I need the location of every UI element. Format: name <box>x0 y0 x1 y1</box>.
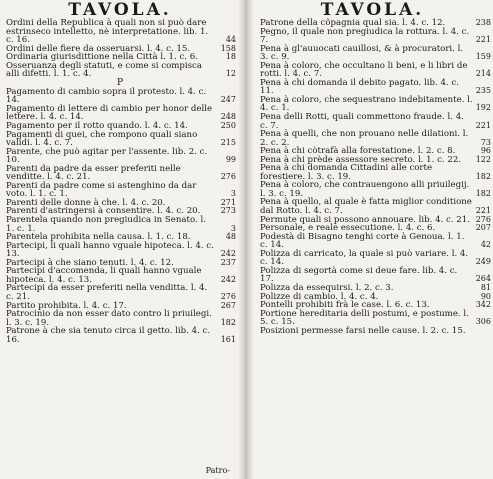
page-number: 42 <box>480 240 491 250</box>
index-entry <box>252 79 493 96</box>
index-entries <box>252 19 493 335</box>
page-number: 3 <box>230 223 236 233</box>
index-entry <box>0 165 240 182</box>
right-page <box>252 0 493 479</box>
page-number: 247 <box>220 95 236 105</box>
page-number: 235 <box>475 86 491 96</box>
page-number: 248 <box>220 112 236 122</box>
index-entry <box>252 267 493 284</box>
entry-text: Parenti da padre da esser preferiti nelle venditte. l. 4. c. 21. <box>6 163 181 183</box>
index-entry <box>0 19 240 45</box>
page-number: 221 <box>475 35 491 45</box>
index-entry <box>0 148 240 165</box>
page-number: 221 <box>475 120 491 130</box>
page-number: 237 <box>220 257 236 267</box>
page-number: 182 <box>475 171 491 181</box>
entry-text: Polizza di carricato, la quale si può variare. l. 4. c. 14. <box>260 248 469 268</box>
entry-text: Polizze di cambio. l. 4. c. 4. <box>260 291 379 302</box>
index-entry <box>252 327 493 336</box>
page-number: 342 <box>475 300 491 310</box>
entry-text: Posizioni permesse farsi nelle cause. l. 2. c. 15. <box>260 325 466 336</box>
entry-text: Pena à coloro, che sequestrano indebitamente. l. 4. c. 1. <box>260 94 473 114</box>
index-entry <box>252 130 493 147</box>
index-entry <box>0 62 240 79</box>
entry-text: Pena à quelli, che non prouano nelle dilationi. l. 2. c. 2. <box>260 129 469 148</box>
index-entry <box>0 284 240 301</box>
index-entry <box>0 216 240 233</box>
entry-text: Pena à chi domanda il debito pagato. lib. 4. c. 11. <box>260 77 459 97</box>
page-number: 276 <box>220 291 236 301</box>
page-number: 192 <box>475 103 491 113</box>
entry-text: Pena à coloro, che contrauengono alli priuilegij. l. 3. c. 19. <box>260 180 470 199</box>
page-number: 221 <box>475 206 491 216</box>
entry-text: Pena à quello, al quale è fatta miglior conditione dal Rotto. l. 4. c. 7. <box>260 197 472 217</box>
page-number: 250 <box>220 121 236 131</box>
index-entry <box>252 45 493 62</box>
page-number: 99 <box>225 155 236 165</box>
index-entry <box>252 96 493 113</box>
page-number: 276 <box>220 172 236 182</box>
catchword: Patro- <box>205 466 230 476</box>
index-entry <box>0 182 240 199</box>
entry-text: Pena à coloro, che occultano li beni, e li libri de rotti. l. 4. c. 7. <box>260 60 468 80</box>
entry-text: Parente, che può agitar per l'assente. lib. 2. c. 10. <box>6 146 208 166</box>
page-number: 249 <box>475 257 491 267</box>
entry-text: Pena delli Rotti, quali commettono fraude. l. 4. c. 7. <box>260 112 464 131</box>
page-number: 73 <box>480 137 491 147</box>
index-entry <box>252 250 493 267</box>
entry-text: Pagamenti di quei, che rompono quali siano validi. l. 4. c. 7. <box>6 129 198 149</box>
page-number: 238 <box>475 18 491 27</box>
entry-text: Pena à chi domanda Cittadini alle corte forestiere. l. 3. c. 19. <box>260 163 433 182</box>
entry-text: Patrone della cõpagnia qual sia. l. 4. c. 12. <box>260 18 446 28</box>
page-number: 242 <box>220 249 236 259</box>
entry-text: Polizza di segortà come si deue fare. lib. 4. c. 17. <box>260 265 458 285</box>
index-entry <box>0 310 240 327</box>
index-entry <box>252 28 493 45</box>
entry-text: Pena à chi còtrafà alla forestatione. l. 2. c. 8. <box>260 146 456 157</box>
page-number: 271 <box>220 197 236 207</box>
entry-text: Podestà di Bisagno tenghi corte à Genoua. l. 1. c. 14. <box>260 231 465 251</box>
entry-text: Patrone à che sia tenuto circa il getto. lib. 4. c. 16. <box>6 326 211 345</box>
page-number: 242 <box>220 274 236 284</box>
entry-text: Partecipi d'accomenda, li quali hanno vguale hipoteca. l. 4. c. 13. <box>6 266 202 285</box>
entry-text: Partecipi à che siano tenuti. l. 4. c. 12. <box>6 257 174 268</box>
entry-text: Portione hereditaria delli postumi, e postume. l. 5. c. 15. <box>260 308 469 328</box>
section-letter: P <box>116 77 124 88</box>
index-entries-p <box>0 88 240 344</box>
index-entry <box>252 310 493 327</box>
entry-text: Partecipi, li quali hanno vguale hipoteca. l. 4. c. 13. <box>6 240 214 260</box>
page-number: 122 <box>475 154 491 164</box>
index-entry <box>0 267 240 284</box>
page-number: 44 <box>225 35 236 45</box>
entry-text: Ordini della Republica à quali non si può dare estrinseco intelletto, nè interpretatione. lib. 1. c. 16. <box>6 18 209 46</box>
entry-text: Pagamento di lettere di cambio per honor delle lettere. l. 4. c. 14. <box>6 103 213 123</box>
entry-text: Parenti d'astringersi à consentire. l. 4. c. 20. <box>6 206 201 217</box>
page-number: 215 <box>220 138 236 148</box>
page-number: 182 <box>220 317 236 327</box>
page-number: 161 <box>220 334 236 344</box>
entry-text: Personale, e reale essecutione. l. 4. c. 6. <box>260 223 436 234</box>
page-title: TAVOLA. <box>320 0 425 20</box>
page-number: 12 <box>225 69 236 79</box>
page-number: 276 <box>475 214 491 224</box>
page-number: 48 <box>225 232 236 242</box>
page-number: 3 <box>230 189 236 199</box>
entry-text: Pagamento per il rotto quando. l. 4. c. 14. <box>6 121 188 132</box>
entry-text: Pena à gl'auuocati cauillosi, & à procuratori. l. 3. c. 9. <box>260 43 464 63</box>
page-number: 81 <box>480 282 491 292</box>
page-number: 158 <box>220 43 236 53</box>
page-number: 182 <box>475 188 491 198</box>
page-number: 267 <box>220 300 236 310</box>
page-number: 306 <box>475 317 491 327</box>
entry-text: Partecipi da esser preferiti nella venditta. l. 4. c. 21. <box>6 283 208 302</box>
page-number: 96 <box>480 146 491 156</box>
page-number: 18 <box>225 52 236 62</box>
page-number: 90 <box>480 291 491 301</box>
page-number: 159 <box>475 52 491 62</box>
entry-text: Partito prohibita. l. 4. c. 17. <box>6 300 127 311</box>
entry-text: Parentela quando non pregiudica in Senato. l. 1. c. 1. <box>6 215 206 234</box>
entry-text: Parenti delle donne à che. l. 4. c. 20. <box>6 197 166 208</box>
page-number: 264 <box>475 274 491 284</box>
entry-text: Permute quali si possono annouare. lib. 4. c. 21. <box>260 214 470 225</box>
left-page <box>0 0 240 479</box>
index-entry <box>252 113 493 130</box>
entry-text: Patrocinio da non esser dato contro li priuilegi. l. 3. c. 19. <box>6 309 212 328</box>
entry-text: Polizza da essequirsi. l. 2. c. 3. <box>260 282 394 293</box>
index-entry <box>0 105 240 122</box>
page-number: 214 <box>475 69 491 79</box>
entry-text: Osseruanza degli statuti, e come si compisca alli difetti. l. 1. c. 4. <box>6 60 202 80</box>
entry-text: Pagamento di cambio sopra il protesto. l. 4. c. 14. <box>6 86 207 106</box>
index-entry <box>0 327 240 344</box>
page-title: TAVOLA. <box>68 0 172 20</box>
entry-text: Pontelli prohibiti frà le case. l. 6. c. 13. <box>260 300 430 311</box>
index-entry <box>0 242 240 259</box>
entry-text: Ordinaria giurisdittione nella Città l. 1. c. 6. <box>6 52 198 63</box>
entry-text: Pena à chi prède assessore secreto. l. 1. c. 22. <box>260 154 462 165</box>
index-entries-o <box>0 19 240 79</box>
entry-text: Pegno, il quale non pregiudica la rottura. l. 4. c. 7. <box>260 26 470 46</box>
entry-text: Parentela prohibita nella causa. l. 1. c. 18. <box>6 232 191 243</box>
index-entry <box>252 62 493 79</box>
index-entry <box>252 181 493 198</box>
page-number: 273 <box>220 206 236 216</box>
index-entry <box>0 88 240 105</box>
page-number: 207 <box>475 223 491 233</box>
index-entry <box>252 198 493 215</box>
entry-text: Parenti da padre come si astenghino da dar voto. l. 1. c. 1. <box>6 180 197 200</box>
index-entry <box>252 233 493 250</box>
entry-text: Ordini delle fiere da osseruarsi. l. 4. c. 15. <box>6 43 191 54</box>
index-entry <box>0 131 240 148</box>
index-entry <box>252 164 493 181</box>
